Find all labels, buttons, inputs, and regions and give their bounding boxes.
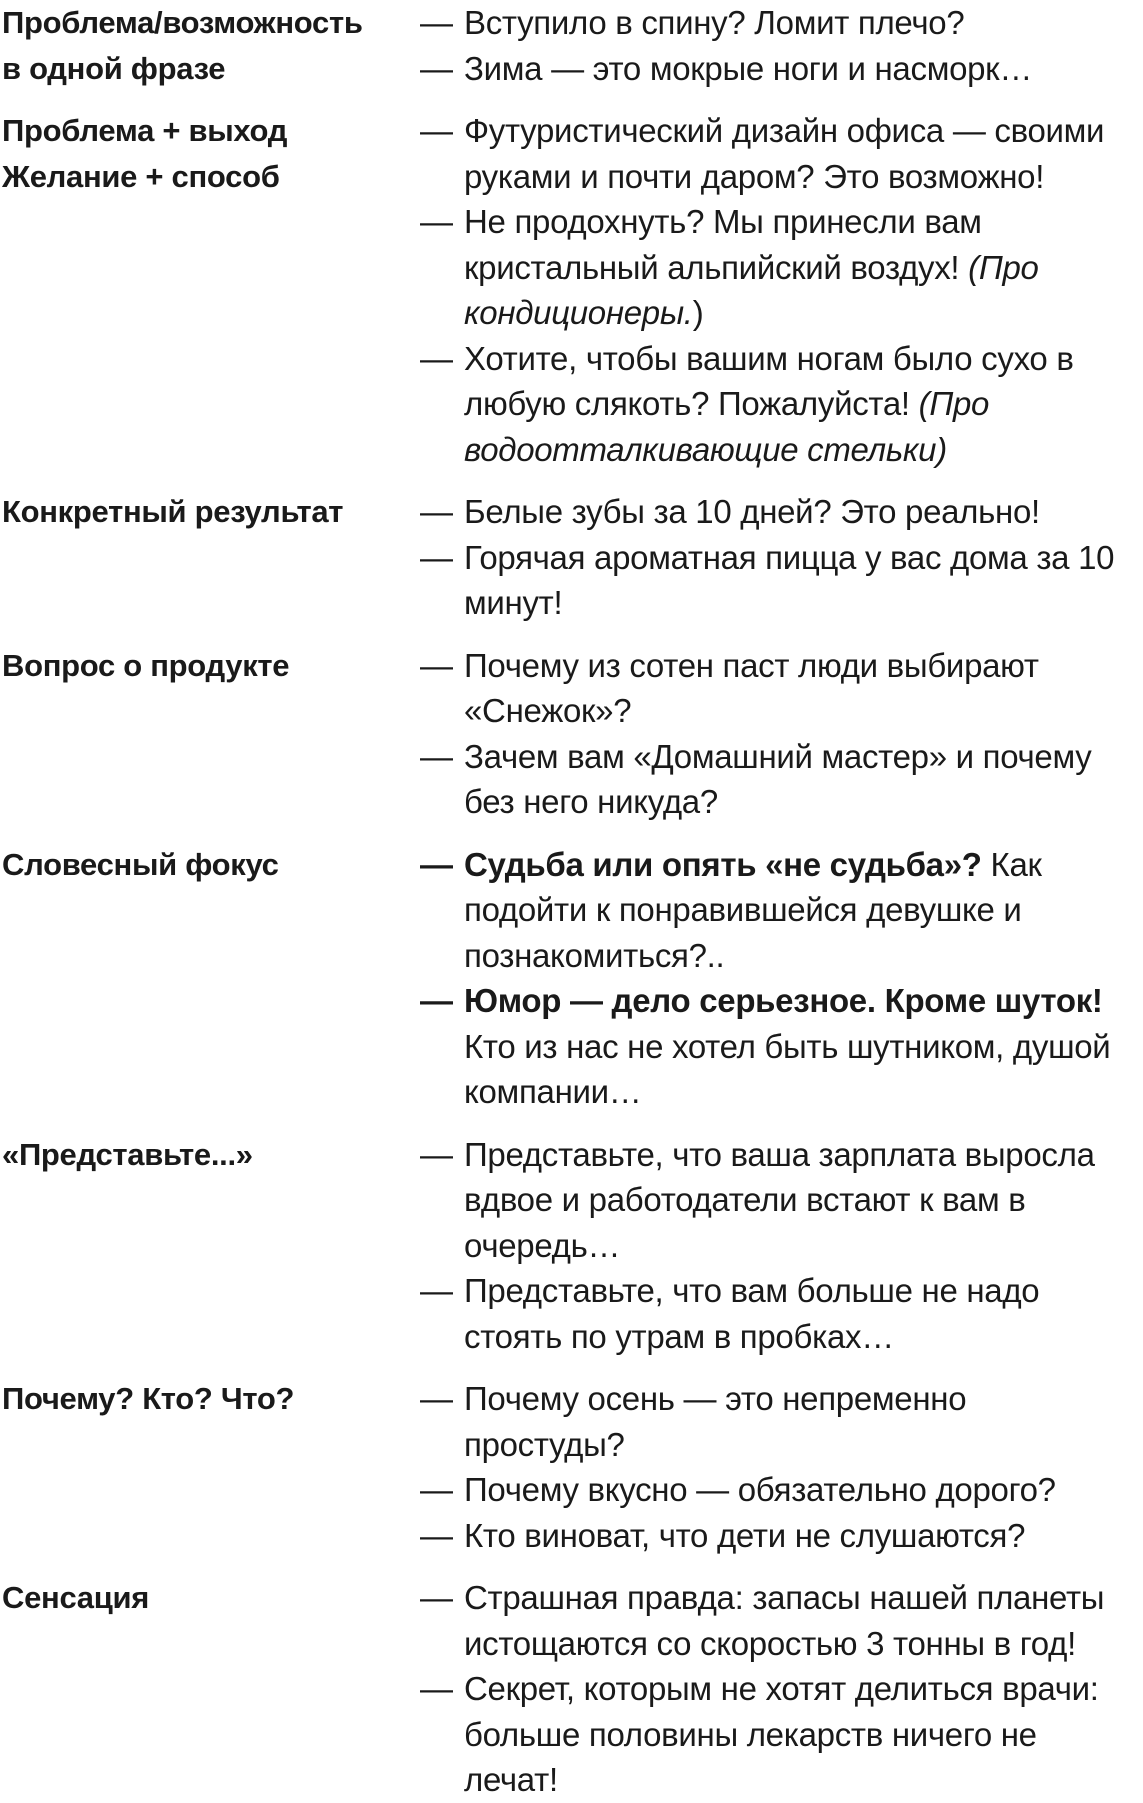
- example-plain: Вступило в спину? Ломит плечо?: [464, 4, 965, 41]
- example-item: [420, 1513, 1143, 1559]
- example-item: [420, 108, 1143, 199]
- example-plain: Горячая ароматная пицца у вас дома за 10 минут!: [464, 538, 1115, 621]
- row-label: [0, 108, 420, 199]
- example-plain: Страшная правда: запасы нашей планеты истощаются со скоростью 3 тонны в год!: [464, 1579, 1105, 1662]
- example-item: [420, 489, 1143, 535]
- example-item: [420, 1376, 1143, 1467]
- row-label-line: Почему? Кто? Что?: [2, 1381, 295, 1416]
- example-text: [464, 1132, 1143, 1269]
- example-item: [420, 0, 1143, 46]
- example-plain: Не продохнуть? Мы принесли вам кристальный альпийский воздух!: [464, 203, 982, 286]
- row-examples: [420, 1575, 1143, 1803]
- dash-marker: —: [420, 982, 453, 1019]
- row-label: [0, 1132, 420, 1178]
- example-item: [420, 535, 1143, 626]
- row-examples: [420, 108, 1143, 472]
- example-text: [464, 842, 1143, 979]
- dash-marker: —: [420, 4, 453, 41]
- example-text: [464, 978, 1143, 1115]
- row-label-line: Желание + способ: [2, 158, 280, 194]
- row-label: [0, 0, 420, 91]
- example-text: [464, 199, 1143, 336]
- dash-marker: —: [420, 1579, 453, 1616]
- dash-marker: —: [420, 646, 453, 684]
- dash-marker: —: [420, 1135, 453, 1173]
- example-tail: ): [692, 294, 704, 331]
- row-label-line: в одной фразе: [2, 50, 226, 86]
- example-plain: Как подойти к понравившейся девушке и познакомиться?..: [464, 845, 1042, 974]
- example-plain: Футуристический дизайн офиса — своими руками и почти даром? Это возможно!: [464, 112, 1105, 195]
- example-bold-lead: Юмор — дело серьезное. Кроме шуток!: [464, 982, 1103, 1019]
- dash-marker: —: [420, 1516, 453, 1554]
- row-label-line: Проблема/возможность: [2, 5, 363, 40]
- table-row: [0, 0, 1143, 91]
- row-label: [0, 1575, 420, 1621]
- example-item: [420, 336, 1143, 473]
- row-examples: [420, 489, 1143, 626]
- example-item: [420, 734, 1143, 825]
- example-plain: Белые зубы за 10 дней? Это реально!: [464, 493, 1040, 530]
- dash-marker: —: [420, 1670, 453, 1707]
- example-plain: Кто виноват, что дети не слушаются?: [464, 1516, 1026, 1554]
- example-text: [464, 1513, 1143, 1559]
- dash-marker: —: [420, 493, 453, 530]
- dash-marker: —: [420, 1272, 453, 1309]
- example-plain: Хотите, чтобы вашим ногам было сухо в любую слякоть? Пожалуйста!: [464, 339, 1074, 422]
- example-item: [420, 1666, 1143, 1803]
- row-examples: [420, 0, 1143, 91]
- row-examples: [420, 643, 1143, 825]
- row-label-line: Проблема + выход: [2, 113, 288, 148]
- example-italic-note: (Про кондиционеры.: [464, 248, 1039, 331]
- example-text: [464, 643, 1143, 734]
- example-text: [464, 108, 1143, 199]
- example-item: [420, 643, 1143, 734]
- example-item: [420, 842, 1143, 979]
- example-text: [464, 1376, 1143, 1467]
- table-row: [0, 842, 1143, 1115]
- row-label-line: Конкретный результат: [2, 494, 344, 529]
- example-plain: Почему осень — это непременно простуды?: [464, 1380, 967, 1463]
- row-examples: [420, 1376, 1143, 1558]
- example-text: [464, 0, 1143, 46]
- example-item: [420, 1132, 1143, 1269]
- dash-marker: —: [420, 737, 453, 775]
- row-label: [0, 842, 420, 888]
- row-examples: [420, 1132, 1143, 1360]
- example-plain: Кто из нас не хотел быть шутником, душой компании…: [464, 1027, 1111, 1110]
- table-row: [0, 108, 1143, 472]
- row-label-line: Словесный фокус: [2, 846, 279, 882]
- dash-marker: —: [420, 49, 453, 87]
- example-item: [420, 1467, 1143, 1513]
- dash-marker: —: [420, 538, 453, 576]
- example-text: [464, 336, 1143, 473]
- example-item: [420, 46, 1143, 92]
- row-label: [0, 643, 420, 689]
- example-plain: Зачем вам «Домашний мастер» и почему без него никуда?: [464, 737, 1092, 820]
- example-text: [464, 1666, 1143, 1803]
- example-text: [464, 46, 1143, 92]
- dash-marker: —: [420, 1380, 453, 1417]
- example-text: [464, 734, 1143, 825]
- example-text: [464, 1467, 1143, 1513]
- row-label: [0, 1376, 420, 1422]
- row-label-line: Вопрос о продукте: [2, 647, 290, 683]
- example-item: [420, 199, 1143, 336]
- row-label-line: «Представьте...»: [2, 1136, 253, 1172]
- example-plain: Представьте, что вам больше не надо стоять по утрам в пробках…: [464, 1272, 1040, 1355]
- example-plain: Зима — это мокрые ноги и насморк…: [464, 49, 1033, 87]
- table-row: [0, 1376, 1143, 1558]
- example-item: [420, 1268, 1143, 1359]
- example-plain: Почему вкусно — обязательно дорого?: [464, 1471, 1056, 1508]
- example-item: [420, 978, 1143, 1115]
- table-row: [0, 489, 1143, 626]
- example-bold-lead: Судьба или опять «не судьба»?: [464, 845, 982, 883]
- example-text: [464, 535, 1143, 626]
- example-plain: Представьте, что ваша зарплата выросла вдвое и работодатели встают к вам в очередь…: [464, 1135, 1095, 1264]
- table-row: [0, 643, 1143, 825]
- table-row: [0, 1132, 1143, 1360]
- example-text: [464, 1575, 1143, 1666]
- example-plain: Секрет, которым не хотят делиться врачи: больше половины лекарств ничего не лечат!: [464, 1670, 1099, 1798]
- dash-marker: —: [420, 845, 453, 883]
- row-label: [0, 489, 420, 535]
- row-examples: [420, 842, 1143, 1115]
- example-text: [464, 1268, 1143, 1359]
- row-label-line: Сенсация: [2, 1580, 150, 1615]
- table-row: [0, 1575, 1143, 1803]
- dash-marker: —: [420, 1471, 453, 1508]
- example-item: [420, 1575, 1143, 1666]
- example-text: [464, 489, 1143, 535]
- dash-marker: —: [420, 203, 453, 240]
- dash-marker: —: [420, 339, 453, 377]
- dash-marker: —: [420, 112, 453, 149]
- example-plain: Почему из сотен паст люди выбирают «Снежок»?: [464, 646, 1039, 729]
- example-italic-note: (Про водоотталкивающие стельки): [464, 385, 990, 468]
